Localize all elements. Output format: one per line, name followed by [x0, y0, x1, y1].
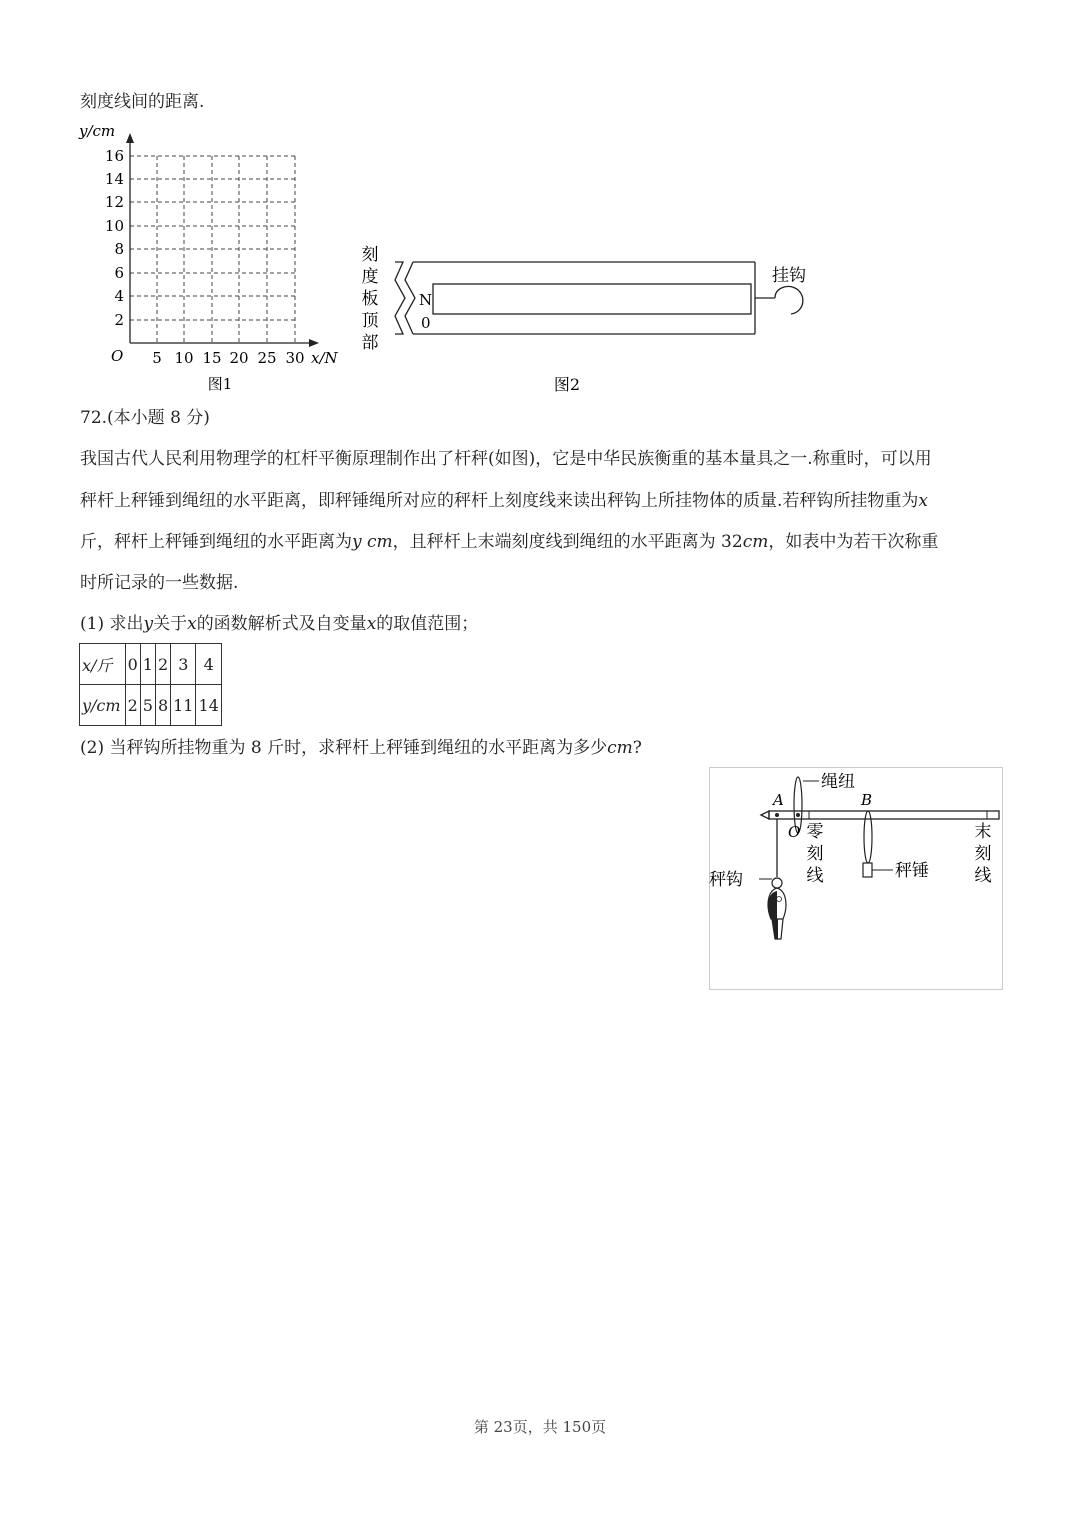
figure-1-caption: 图1 — [207, 375, 233, 393]
side-label-char: 顶 — [361, 311, 379, 331]
table-row — [80, 644, 222, 685]
y-tick: 16 — [104, 147, 124, 165]
hook-icon — [775, 286, 803, 314]
x-tick: 10 — [174, 349, 194, 367]
page-footer: 第 23页，共 150页 — [473, 1418, 607, 1436]
data-table — [79, 643, 222, 726]
rope-label: 绳纽 — [821, 772, 855, 792]
table-cell: 8 — [155, 685, 170, 726]
y-tick: 6 — [114, 264, 124, 282]
problem-paragraph-4: 时所记录的一些数据. — [80, 573, 239, 593]
table-cell: 0 — [125, 644, 140, 685]
zero-line-char: 刻 — [806, 844, 824, 864]
hook-ring — [772, 878, 782, 888]
y-tick: 14 — [104, 170, 124, 188]
weight-icon — [863, 863, 872, 877]
weight-label: 秤锤 — [895, 861, 929, 881]
figure-frame — [710, 768, 1003, 990]
hook-label: 秤钩 — [709, 870, 743, 890]
b-label: B — [861, 791, 873, 809]
o-label: O — [788, 823, 801, 841]
table-cell: y/cm — [80, 685, 126, 726]
question-2: (2) 当秤钩所挂物重为 8 斤时，求秤杆上秤锤到绳纽的水平距离为多少cm? — [80, 738, 642, 758]
question-1: (1) 求出y关于x的函数解析式及自变量x的取值范围； — [80, 614, 479, 634]
y-axis-arrow — [126, 133, 134, 143]
x-tick: 25 — [257, 349, 277, 367]
problem-paragraph-1: 我国古代人民利用物理学的杠杆平衡原理制作出了杆秤(如图)，它是中华民族衡重的基本量具之一.称重时，可以用 — [80, 449, 932, 469]
problem-paragraph-3: 斤，秤杆上秤锤到绳纽的水平距离为y cm，且秤杆上末端刻度线到绳纽的水平距离为 32cm，如表中为若干次称重 — [80, 532, 939, 552]
figure-1-grid — [75, 115, 365, 395]
table-cell: 5 — [140, 685, 155, 726]
y-axis-label: y/cm — [79, 122, 116, 140]
y-tick: 2 — [114, 311, 124, 329]
hook-label: 挂钩 — [772, 266, 806, 286]
zero-line-char: 线 — [806, 866, 824, 886]
a-label: A — [773, 791, 784, 809]
beam — [769, 811, 999, 819]
side-label-char: 板 — [361, 289, 379, 309]
side-label-char: 度 — [361, 267, 379, 287]
top-text: 刻度线间的距离. — [80, 92, 205, 112]
end-line-char: 末 — [974, 822, 992, 842]
end-line-char: 刻 — [974, 844, 992, 864]
table-cell: 4 — [196, 644, 221, 685]
x-tick: 30 — [285, 349, 305, 367]
break-line-right — [405, 262, 415, 334]
n-label: N — [419, 291, 433, 309]
problem-paragraph-2: 秤杆上秤锤到绳纽的水平距离，即秤锤绳所对应的秤杆上刻度线来读出秤钩上所挂物体的质量.若秤钩所挂物重为x — [80, 491, 928, 511]
origin-label: O — [111, 347, 124, 365]
x-axis-arrow — [309, 339, 319, 347]
figure-3-steelyard — [709, 767, 1004, 991]
figure-2-caption: 图2 — [553, 375, 581, 394]
figure-2-scale — [355, 240, 825, 395]
table-cell: 2 — [125, 685, 140, 726]
spring-slot — [433, 284, 751, 314]
y-tick: 12 — [104, 193, 124, 211]
y-tick: 10 — [104, 217, 124, 235]
y-tick: 8 — [114, 240, 124, 258]
table-cell: 2 — [155, 644, 170, 685]
problem-heading: 72.(本小题 8 分) — [80, 408, 210, 428]
zero-label: 0 — [421, 314, 431, 332]
table-row — [80, 685, 222, 726]
grid-lines — [130, 156, 295, 343]
table-cell: 14 — [196, 685, 221, 726]
x-tick: 20 — [229, 349, 249, 367]
break-line-left — [395, 262, 405, 334]
x-tick: 15 — [202, 349, 222, 367]
x-axis-label: x/N — [311, 349, 338, 367]
side-label-char: 刻 — [361, 245, 379, 265]
table-cell: 11 — [171, 685, 196, 726]
zero-line-char: 零 — [806, 822, 824, 842]
x-tick: 5 — [152, 349, 162, 367]
table-cell: 1 — [140, 644, 155, 685]
end-line-char: 线 — [974, 866, 992, 886]
side-label-char: 部 — [361, 333, 379, 353]
table-cell: 3 — [171, 644, 196, 685]
table-cell: x/斤 — [80, 644, 126, 685]
y-tick: 4 — [114, 287, 124, 305]
